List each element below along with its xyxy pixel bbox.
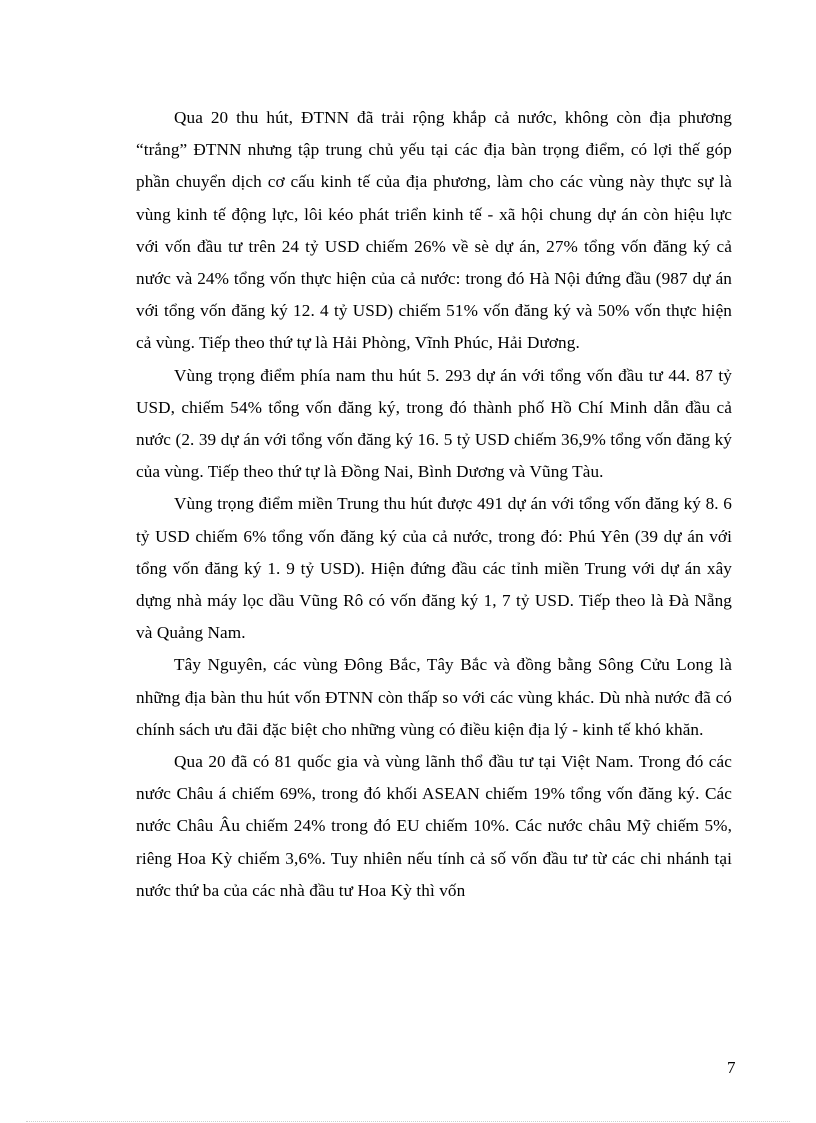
page-number: 7 (727, 1058, 736, 1077)
paragraph-southern-region: Vùng trọng điểm phía nam thu hút 5. 293 dự án với tổng vốn đầu tư 44. 87 tỷ USD, chiếm 54% tổng vốn đăng ký, trong đó thành phố Hồ Chí Minh dẫn đầu cả nước (2. 39 dự án với tổng vốn đăng ký 16. 5 tỷ USD chiếm 36,9% tổng vốn đăng ký của vùng. Tiếp theo thứ tự là Đồng Nai, Bình Dương và Vũng Tàu. (136, 365, 732, 482)
paragraph-investor-countries: Qua 20 đã có 81 quốc gia và vùng lãnh thổ đầu tư tại Việt Nam. Trong đó các nước Châu á chiếm 69%, trong đó khối ASEAN chiếm 19% tổng vốn đăng ký. Các nước Châu Âu chiếm 24% trong đó EU chiếm 10%. Các nước châu Mỹ chiếm 5%, riêng Hoa Kỳ chiếm 3,6%. Tuy nhiên nếu tính cả số vốn đầu tư từ các chi nhánh tại nước thứ ba của các nhà đầu tư Hoa Kỳ thì vốn (136, 752, 732, 900)
paragraph-fdi-key-regions: Qua 20 thu hút, ĐTNN đã trải rộng khắp cả nước, không còn địa phương “trắng” ĐTNN nhưng tập trung chủ yếu tại các địa bàn trọng điểm, có lợi thế góp phần chuyển dịch cơ cấu kinh tế của địa phương, làm cho các vùng này thực sự là vùng kinh tế động lực, lôi kéo phát triển kinh tế - xã hội chung dự án còn hiệu lực với vốn đầu tư trên 24 tỷ USD chiếm 26% về sè dự án, 27% tổng vốn đăng ký cả nước và 24% tổng vốn thực hiện của cả nước: trong đó Hà Nội đứng đầu (987 dự án với tổng vốn đăng ký 12. 4 tỷ USD) chiếm 51% vốn đăng ký và 50% vốn thực hiện cả vùng. Tiếp theo thứ tự là Hải Phòng, Vĩnh Phúc, Hải Dương. (136, 108, 732, 353)
document-body (136, 102, 732, 907)
page-bottom-divider (26, 1121, 790, 1122)
paragraph-lagging-regions: Tây Nguyên, các vùng Đông Bắc, Tây Bắc và đồng bằng Sông Cửu Long là những địa bàn thu hút vốn ĐTNN còn thấp so với các vùng khác. Dù nhà nước đã có chính sách ưu đãi đặc biệt cho những vùng có điều kiện địa lý - kinh tế khó khăn. (136, 655, 732, 739)
paragraph-central-region: Vùng trọng điểm miền Trung thu hút được 491 dự án với tổng vốn đăng ký 8. 6 tỷ USD chiếm 6% tổng vốn đăng ký của cả nước, trong đó: Phú Yên (39 dự án với tổng vốn đăng ký 1. 9 tỷ USD). Hiện đứng đầu các tỉnh miền Trung với dự án xây dựng nhà máy lọc dầu Vũng Rô có vốn đăng ký 1, 7 tỷ USD. Tiếp theo là Đà Nẵng và Quảng Nam. (136, 494, 732, 643)
